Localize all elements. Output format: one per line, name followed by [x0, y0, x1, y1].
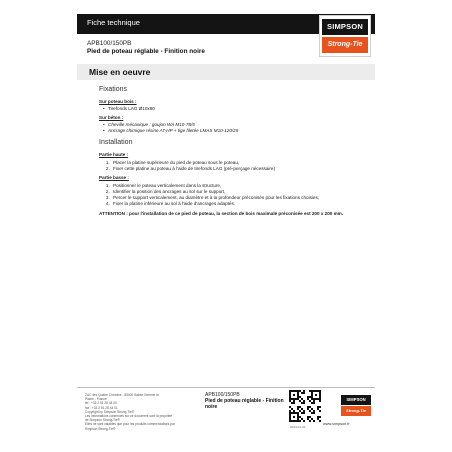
- footer-website-link[interactable]: www.simpson.fr: [323, 422, 350, 426]
- product-name: Pied de poteau réglable - Finition noire: [87, 48, 205, 55]
- qr-module: [303, 392, 305, 394]
- logo-simpson-text: SIMPSON: [322, 19, 368, 35]
- qr-module: [303, 420, 305, 422]
- qr-module: [299, 420, 301, 422]
- address-line: fax : +33 2 51 28 44 01: [85, 405, 118, 410]
- address-line: tél : +33 2 51 28 44 00: [85, 401, 117, 406]
- address-line: Elles ne sont valables que pour les produits commercialisés par Simpson Strong-Tie®: [85, 422, 175, 431]
- footer-logo-simpson-text: SIMPSON: [341, 395, 371, 405]
- address-line: Copyright by Simpson Strong-Tie®: [85, 409, 135, 414]
- installation-heading: Installation: [99, 139, 133, 146]
- list-item: 4. Fixer la platine inférieure au sol à l'aide d'ancrages adaptés.: [111, 201, 361, 207]
- footer-address: [85, 393, 175, 431]
- list-item: • Ancrage chimique résine AT-HP + tige filetée LMAS M10-120/25: [103, 128, 361, 134]
- footer-logo-strongtie-text: Strong-Tie: [341, 406, 371, 416]
- qr-module: [303, 412, 305, 414]
- qr-module: [319, 410, 321, 412]
- list-item: 1. Positionner le poteau verticalement dans la structure,: [111, 183, 361, 189]
- list-item: • Tirefonds LAG Ø10x80: [103, 106, 361, 112]
- qr-module: [315, 394, 317, 396]
- list-item: 2. Identifier la position des ancrages au sol sur le support,: [111, 189, 361, 195]
- partie-haute-label: Partie haute :: [99, 152, 129, 157]
- list-item: 1. Placer la platine supérieure du pied de poteau sous le poteau,: [111, 160, 361, 166]
- qr-module: [313, 420, 315, 422]
- partie-basse-label: Partie basse :: [99, 175, 129, 180]
- fixations-heading: Fixations: [99, 86, 128, 93]
- footer-divider: [77, 387, 375, 388]
- list-item: • Cheville mécanique : goujon WA M10-78/5: [103, 122, 361, 128]
- partie-haute-steps: [111, 160, 361, 172]
- footer-product-name: Pied de poteau réglable - Finition noire: [205, 398, 284, 410]
- qr-module: [293, 402, 295, 404]
- footer-product-code: APB100/150PB: [205, 392, 240, 398]
- logo-strongtie-text: Strong-Tie: [322, 37, 368, 53]
- section-title: Mise en oeuvre: [89, 67, 151, 77]
- qr-module: [319, 416, 321, 418]
- qr-module: [313, 402, 315, 404]
- datasheet-page: [77, 0, 375, 452]
- footer-simpson-logo: [341, 395, 371, 417]
- qr-module: [319, 406, 321, 408]
- list-item: 2. Fixer cette platine au poteau à l'aide de tirefonds LAG (pré-perçage nécessaire): [111, 166, 361, 172]
- qr-module: [303, 402, 305, 404]
- list-item: 3. Percer le support verticalement, au diamètre et à la profondeur préconisés pour les fixations choisies,: [111, 195, 361, 201]
- simpson-strongtie-logo: [319, 15, 371, 57]
- partie-basse-steps: [111, 183, 361, 207]
- product-code: APB100/150PB: [87, 40, 132, 47]
- qr-module: [293, 416, 295, 418]
- qr-module: [319, 420, 321, 422]
- footer-date: 2024-01-31: [290, 425, 306, 429]
- bois-label: Sur poteau bois :: [99, 99, 137, 104]
- qr-module: [293, 394, 295, 396]
- band-title: Fiche technique: [87, 18, 140, 27]
- qr-code-icon[interactable]: [289, 390, 321, 422]
- qr-module: [313, 412, 315, 414]
- qr-module: [309, 420, 311, 422]
- qr-module: [319, 400, 321, 402]
- address-line: Les informations contenues sur ce document sont la propriété de Simpson Strong-Tie®: [85, 414, 173, 423]
- beton-label: Sur béton :: [99, 115, 124, 120]
- warning-note: ATTENTION : pour l'installation de ce pied de poteau, la section de bois maximale préconisée est 200 x 200 mm.: [99, 211, 344, 216]
- address-line: ZAC des Quatre Chemins - 85400 Sainte Gemme la: [85, 393, 159, 397]
- beton-list: [103, 122, 361, 134]
- address-line: Plaine - France: [85, 397, 107, 402]
- bois-list: [103, 106, 361, 112]
- content-body: [99, 86, 361, 217]
- section-bar: [77, 64, 375, 80]
